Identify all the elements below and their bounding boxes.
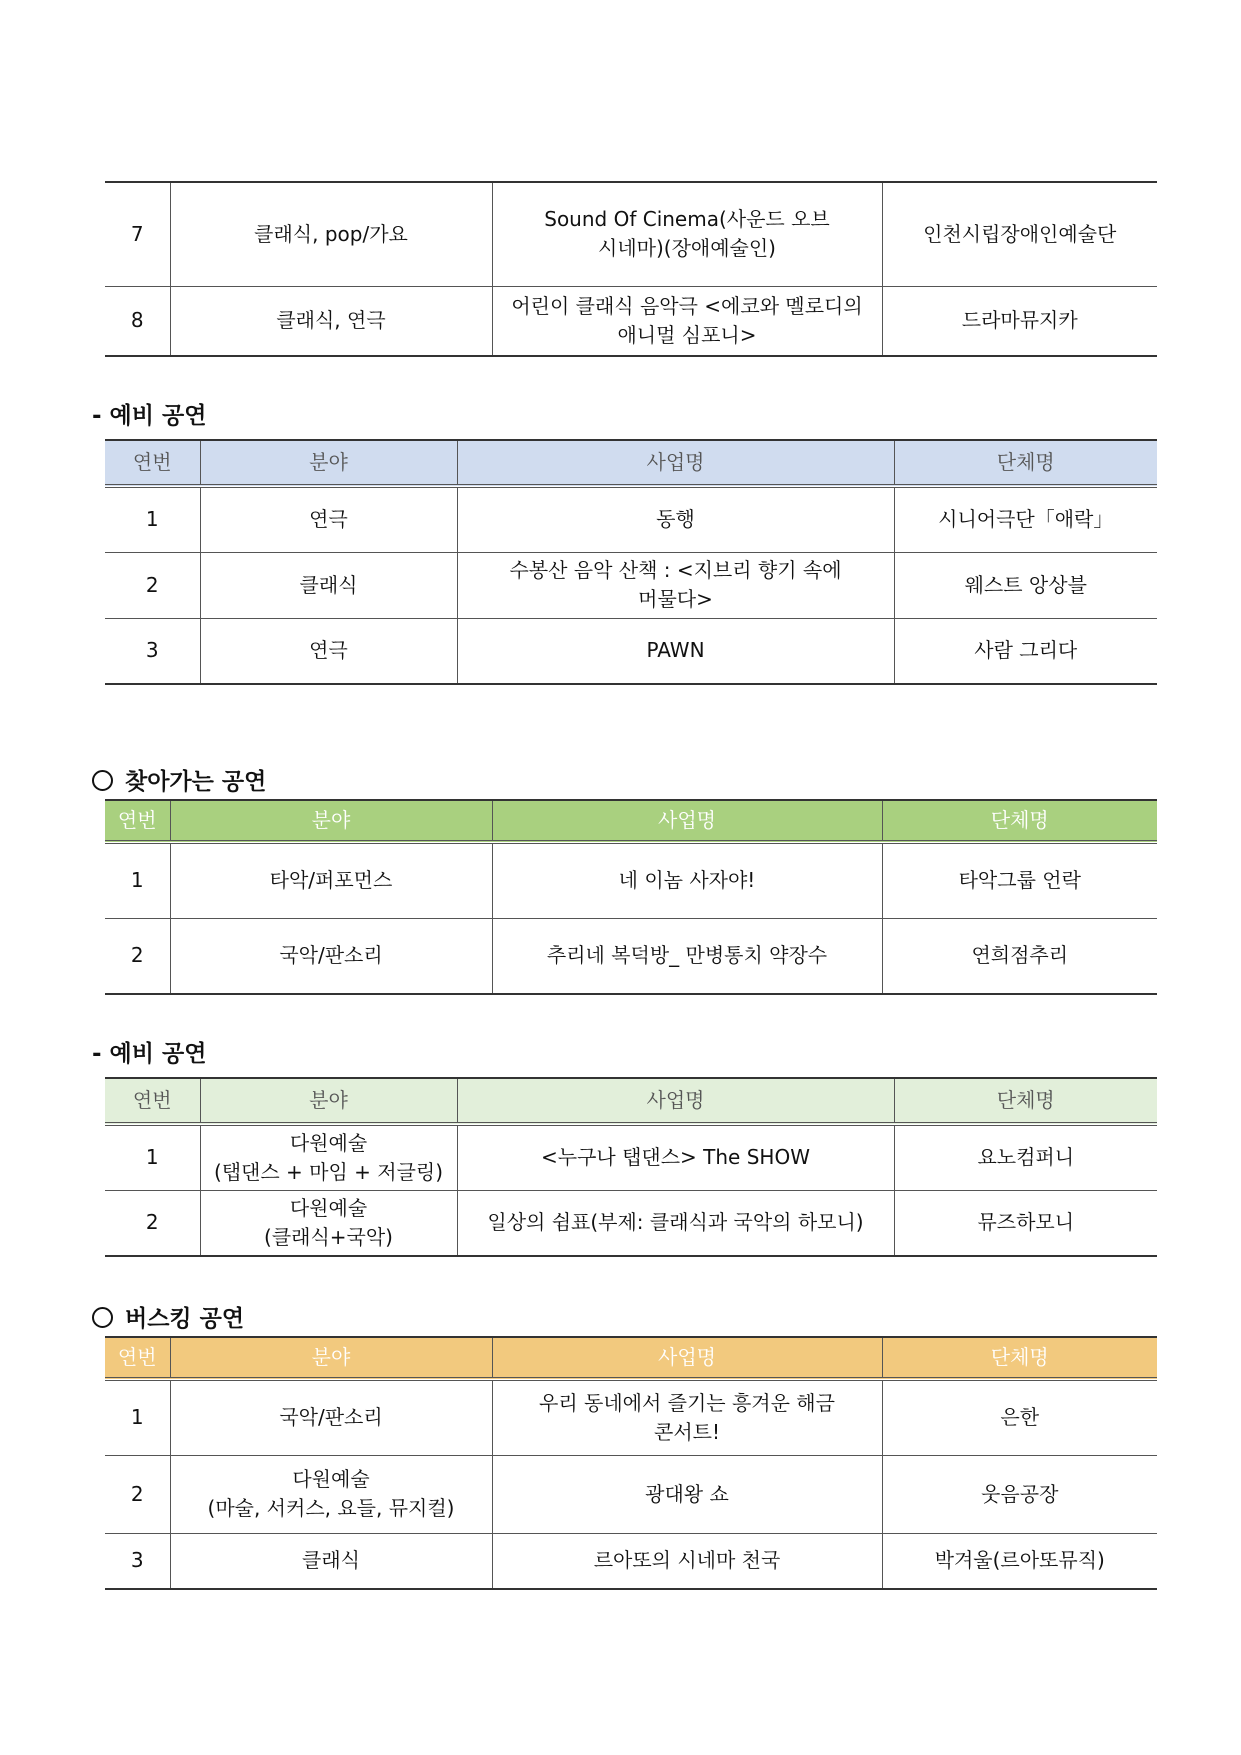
field-line: (마술, 서커스, 요들, 뮤지컬) [207, 1496, 455, 1520]
header-group: 단체명 [882, 1337, 1157, 1379]
group-cell: 웨스트 앙상블 [894, 552, 1157, 618]
group-cell: 박겨울(르아또뮤직) [882, 1533, 1157, 1589]
title-line: 일상의 쉼표(부제: 클래식과 국악의 하모니) [487, 1210, 864, 1235]
row-number: 1 [105, 842, 170, 918]
header-title: 사업명 [492, 1337, 882, 1379]
header-no: 연번 [105, 1078, 200, 1124]
field-cell [170, 1379, 492, 1455]
row-number: 7 [105, 182, 170, 286]
table-row [105, 1533, 1157, 1589]
row-number: 2 [105, 918, 170, 994]
field-line: (탭댄스 + 마임 + 저글링) [213, 1159, 444, 1184]
title-line: 시네마)(장애예술인) [598, 236, 776, 261]
reserve-performance-table [105, 1077, 1157, 1257]
row-number: 8 [105, 286, 170, 356]
title-line: 르아또의 시네마 천국 [593, 1548, 781, 1573]
header-field: 분야 [170, 800, 492, 842]
header-group: 단체명 [894, 440, 1157, 486]
table-row [105, 842, 1157, 918]
header-group: 단체명 [882, 800, 1157, 842]
field-cell [200, 1190, 457, 1256]
group-cell: 뮤즈하모니 [894, 1190, 1157, 1256]
reserve-performance-table [105, 439, 1157, 685]
field-cell [200, 1124, 457, 1190]
group-cell: 사람 그리다 [894, 618, 1157, 684]
field-line: 다원예술 [289, 1195, 368, 1220]
row-number: 2 [105, 552, 200, 618]
visiting-performance-table [105, 799, 1157, 995]
title-cell [457, 1124, 894, 1190]
section-heading-reserve: - 예비 공연 [92, 1041, 207, 1067]
field-line: 다원예술 [292, 1467, 370, 1491]
row-number: 3 [105, 1533, 170, 1589]
group-cell: 시니어극단「애락」 [894, 486, 1157, 552]
header-title: 사업명 [457, 440, 894, 486]
header-field: 분야 [200, 440, 457, 486]
performance-table-continued [105, 181, 1157, 357]
header-group: 단체명 [894, 1078, 1157, 1124]
title-cell [457, 552, 894, 618]
field-line: 클래식 [302, 1548, 360, 1573]
row-number: 1 [105, 1379, 170, 1455]
circle-bullet-icon [92, 770, 113, 791]
header-no: 연번 [105, 800, 170, 842]
section-heading-busking [92, 1300, 244, 1333]
title-line: 어린이 클래식 음악극 <에코와 멜로디의 [511, 293, 863, 318]
row-number: 3 [105, 618, 200, 684]
table-row [105, 286, 1157, 356]
header-no: 연번 [105, 440, 200, 486]
field-cell [170, 1455, 492, 1533]
title-line: PAWN [646, 638, 705, 663]
title-line: 콘서트! [654, 1419, 720, 1444]
title-cell [457, 486, 894, 552]
title-line: <누구나 탭댄스> The SHOW [541, 1145, 810, 1170]
table-header-row [105, 440, 1157, 486]
field-cell [170, 1533, 492, 1589]
circle-bullet-icon [92, 1307, 113, 1328]
table-row [105, 1124, 1157, 1190]
title-cell [457, 618, 894, 684]
section-heading-reserve: - 예비 공연 [92, 403, 207, 429]
title-cell [492, 1455, 882, 1533]
busking-performance-table [105, 1336, 1157, 1590]
title-cell [492, 842, 882, 918]
table-row [105, 1190, 1157, 1256]
row-number: 2 [105, 1190, 200, 1256]
field-cell: 연극 [200, 618, 457, 684]
title-line: 광대왕 쇼 [645, 1481, 729, 1506]
field-cell: 클래식, pop/가요 [170, 182, 492, 286]
title-line: 애니멀 심포니> [617, 322, 757, 347]
field-line: 다원예술 [289, 1130, 368, 1155]
title-line: 동행 [656, 507, 695, 532]
header-no: 연번 [105, 1337, 170, 1379]
table-header-row [105, 800, 1157, 842]
header-title: 사업명 [457, 1078, 894, 1124]
table-row [105, 182, 1157, 286]
title-cell [492, 1379, 882, 1455]
section-title: 버스킹 공연 [125, 1306, 245, 1332]
title-cell [492, 1533, 882, 1589]
section-title: 찾아가는 공연 [125, 769, 267, 795]
header-field: 분야 [170, 1337, 492, 1379]
group-cell: 타악그룹 언락 [882, 842, 1157, 918]
section-heading-visiting [92, 763, 266, 796]
table-header-row [105, 1078, 1157, 1124]
title-line: 추리네 복덕방_ 만병통치 약장수 [546, 943, 828, 968]
title-cell [492, 918, 882, 994]
field-cell: 클래식, 연극 [170, 286, 492, 356]
table-header-row [105, 1337, 1157, 1379]
table-row [105, 486, 1157, 552]
title-line: 수봉산 음악 산책 : <지브리 향기 속에 [509, 558, 842, 582]
title-line: 네 이놈 사자야! [618, 868, 756, 893]
field-cell: 클래식 [200, 552, 457, 618]
title-line: Sound Of Cinema(사운드 오브 [544, 207, 830, 232]
table-row [105, 918, 1157, 994]
title-line: 머물다> [638, 587, 713, 611]
row-number: 1 [105, 1124, 200, 1190]
field-line: (클래식+국악) [264, 1224, 393, 1249]
header-field: 분야 [200, 1078, 457, 1124]
field-cell: 국악/판소리 [170, 918, 492, 994]
group-cell: 드라마뮤지카 [882, 286, 1157, 356]
table-row [105, 618, 1157, 684]
title-cell [492, 182, 882, 286]
group-cell: 연희점추리 [882, 918, 1157, 994]
group-cell: 인천시립장애인예술단 [882, 182, 1157, 286]
table-row [105, 1455, 1157, 1533]
group-cell: 은한 [882, 1379, 1157, 1455]
header-title: 사업명 [492, 800, 882, 842]
field-line: 국악/판소리 [279, 1405, 383, 1430]
field-cell: 타악/퍼포먼스 [170, 842, 492, 918]
row-number: 2 [105, 1455, 170, 1533]
group-cell: 웃음공장 [882, 1455, 1157, 1533]
title-cell [457, 1190, 894, 1256]
table-row [105, 552, 1157, 618]
field-cell: 연극 [200, 486, 457, 552]
group-cell: 요노컴퍼니 [894, 1124, 1157, 1190]
table-row [105, 1379, 1157, 1455]
row-number: 1 [105, 486, 200, 552]
title-cell [492, 286, 882, 356]
title-line: 우리 동네에서 즐기는 흥겨운 해금 [539, 1390, 835, 1415]
